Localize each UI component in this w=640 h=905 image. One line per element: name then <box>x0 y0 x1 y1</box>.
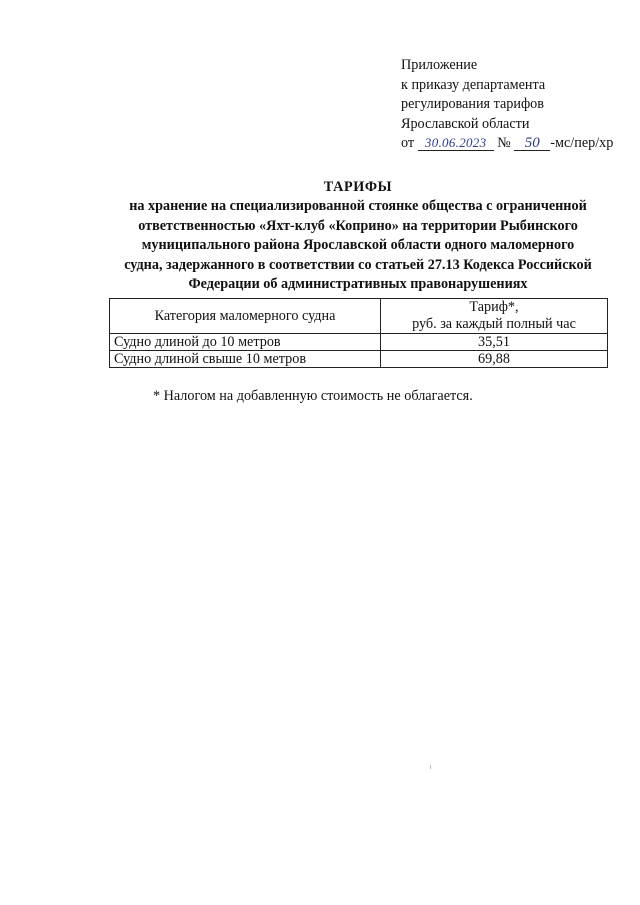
header-tariff-line2: руб. за каждый полный час <box>412 316 576 332</box>
table-row <box>110 334 608 351</box>
title-line: на хранение на специализированной стоянке общества с ограниченной <box>129 198 587 215</box>
order-number: 50 <box>514 136 550 151</box>
header-tariff-line1: Тариф*, <box>469 299 519 315</box>
appendix-line: к приказу департамента <box>401 76 546 93</box>
appendix-block <box>401 56 613 154</box>
order-date: 30.06.2023 <box>418 136 494 151</box>
document-title <box>108 178 608 294</box>
order-reference <box>401 134 613 154</box>
title-line: ответственностью «Яхт-клуб «Коприно» на территории Рыбинского <box>138 217 578 234</box>
appendix-line: Ярославской области <box>401 115 530 132</box>
title-heading: ТАРИФЫ <box>323 179 393 195</box>
row-tariff: 69,88 <box>381 351 608 368</box>
order-number-sign: № <box>497 135 511 151</box>
order-prefix: от <box>401 135 415 151</box>
table-header-row <box>110 299 608 334</box>
row-category: Судно длиной свыше 10 метров <box>110 351 381 368</box>
vat-footnote: * Налогом на добавленную стоимость не облагается. <box>153 388 473 404</box>
tariff-table <box>109 298 608 368</box>
appendix-line: Приложение <box>401 57 478 73</box>
title-line: Федерации об административных правонарушениях <box>188 276 528 293</box>
table-row <box>110 351 608 368</box>
appendix-line: регулирования тарифов <box>401 96 544 112</box>
header-tariff <box>381 299 608 334</box>
title-line: муниципального района Ярославской области одного маломерного <box>141 237 575 254</box>
title-line: судна, задержанного в соответствии со статьей 27.13 Кодекса Российской <box>124 256 592 273</box>
header-category: Категория маломерного судна <box>110 299 381 334</box>
scan-speck <box>430 765 431 769</box>
order-suffix: -мс/пер/хр <box>550 135 614 151</box>
row-category: Судно длиной до 10 метров <box>110 334 381 351</box>
row-tariff: 35,51 <box>381 334 608 351</box>
